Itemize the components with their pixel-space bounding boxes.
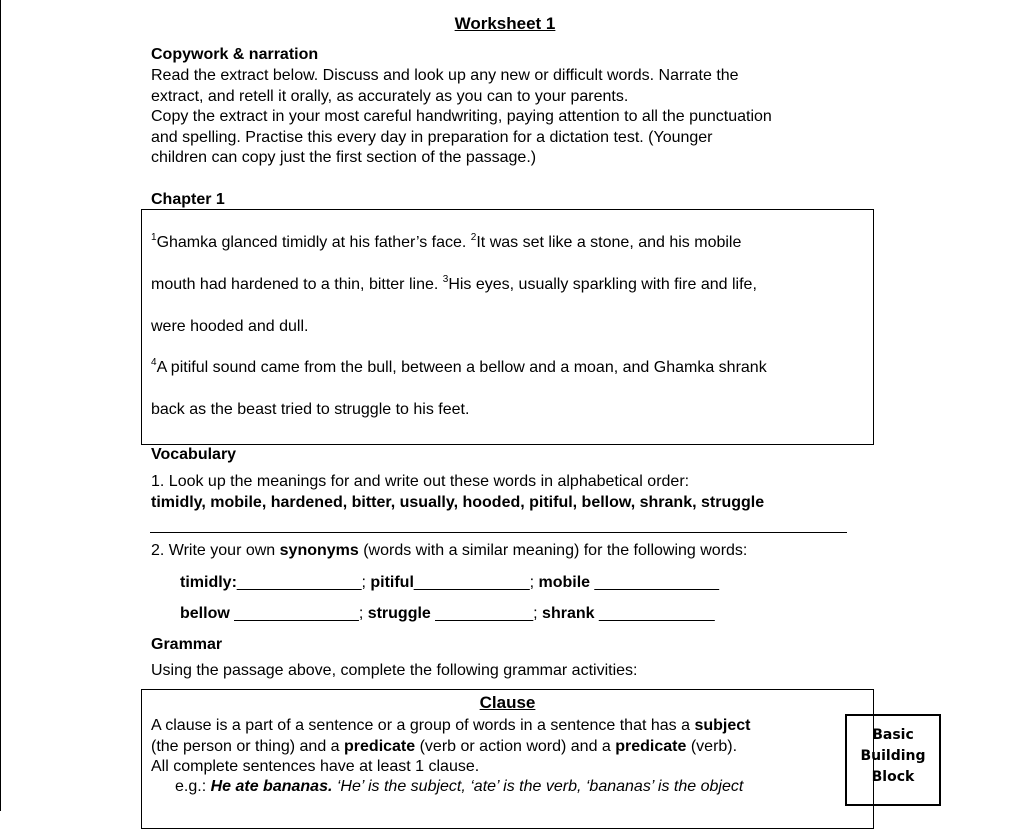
clause-example: e.g.: He ate bananas. ‘He’ is the subject, ‘ate’ is the verb, ‘bananas’ is the object (175, 778, 744, 795)
clause-line: All complete sentences have at least 1 clause. (151, 758, 480, 775)
copywork-instructions (151, 66, 772, 169)
passage-line: were hooded and dull. (151, 318, 309, 335)
copywork-heading: Copywork & narration (151, 46, 319, 63)
passage-line: $^4$A pitiful sound came from the bull, between a bellow and a moan, and Ghamka shrank (151, 356, 767, 376)
page-left-border (0, 0, 1, 811)
synonym-blank[interactable]: _____________ (594, 605, 715, 622)
instruction-line: and spelling. Practise this every day in preparation for a dictation test. (Younger (151, 128, 713, 146)
clause-line: (the person or thing) and a predicate (verb or action word) and a predicate (verb). (151, 738, 738, 755)
synonym-blank[interactable]: _____________ (413, 574, 530, 591)
vocabulary-question-1: 1. Look up the meanings for and write out these words in alphabetical order: (151, 473, 690, 490)
passage-line: $^1$Ghamka glanced timidly at his father’s face. $^2$It was set like a stone, and his mobile (151, 231, 742, 251)
synonym-row: timidly:______________; pitiful_____________; mobile ______________ (180, 574, 720, 591)
vocabulary-heading: Vocabulary (151, 446, 237, 463)
instruction-line: extract, and retell it orally, as accurately as you can to your parents. (151, 87, 629, 105)
grammar-heading: Grammar (151, 636, 223, 653)
badge-line: Building (860, 748, 926, 764)
passage-line: back as the beast tried to struggle to his feet. (151, 401, 470, 418)
grammar-intro: Using the passage above, complete the following grammar activities: (151, 662, 638, 679)
vocabulary-word-list: timidly, mobile, hardened, bitter, usually, hooded, pitiful, bellow, shrank, struggle (151, 494, 765, 511)
synonym-blank[interactable]: ______________ (590, 574, 720, 591)
instruction-line: Read the extract below. Discuss and look up any new or difficult words. Narrate the (151, 67, 739, 84)
instruction-line: children can copy just the first section of the passage.) (151, 149, 537, 166)
vocabulary-question-2: 2. Write your own synonyms (words with a similar meaning) for the following words: (151, 542, 748, 559)
clause-title: Clause (479, 693, 536, 712)
passage-line: mouth had hardened to a thin, bitter line. $^3$His eyes, usually sparkling with fire and life, (151, 273, 757, 293)
badge-line: Basic (872, 727, 914, 743)
synonym-row: bellow ______________; struggle ___________; shrank _____________ (180, 605, 715, 622)
synonym-blank[interactable]: ______________ (229, 605, 359, 622)
clause-line: A clause is a part of a sentence or a group of words in a sentence that has a subject (151, 717, 751, 734)
answer-line (150, 532, 847, 533)
synonym-blank[interactable]: ______________ (236, 574, 362, 591)
synonym-blank[interactable]: ___________ (430, 605, 534, 622)
chapter-heading: Chapter 1 (151, 191, 225, 208)
basic-building-block-badge (845, 714, 941, 806)
badge-line: Block (871, 769, 915, 785)
worksheet-title: Worksheet 1 (454, 14, 556, 33)
instruction-line: Copy the extract in your most careful handwriting, paying attention to all the punctuation (151, 108, 772, 125)
